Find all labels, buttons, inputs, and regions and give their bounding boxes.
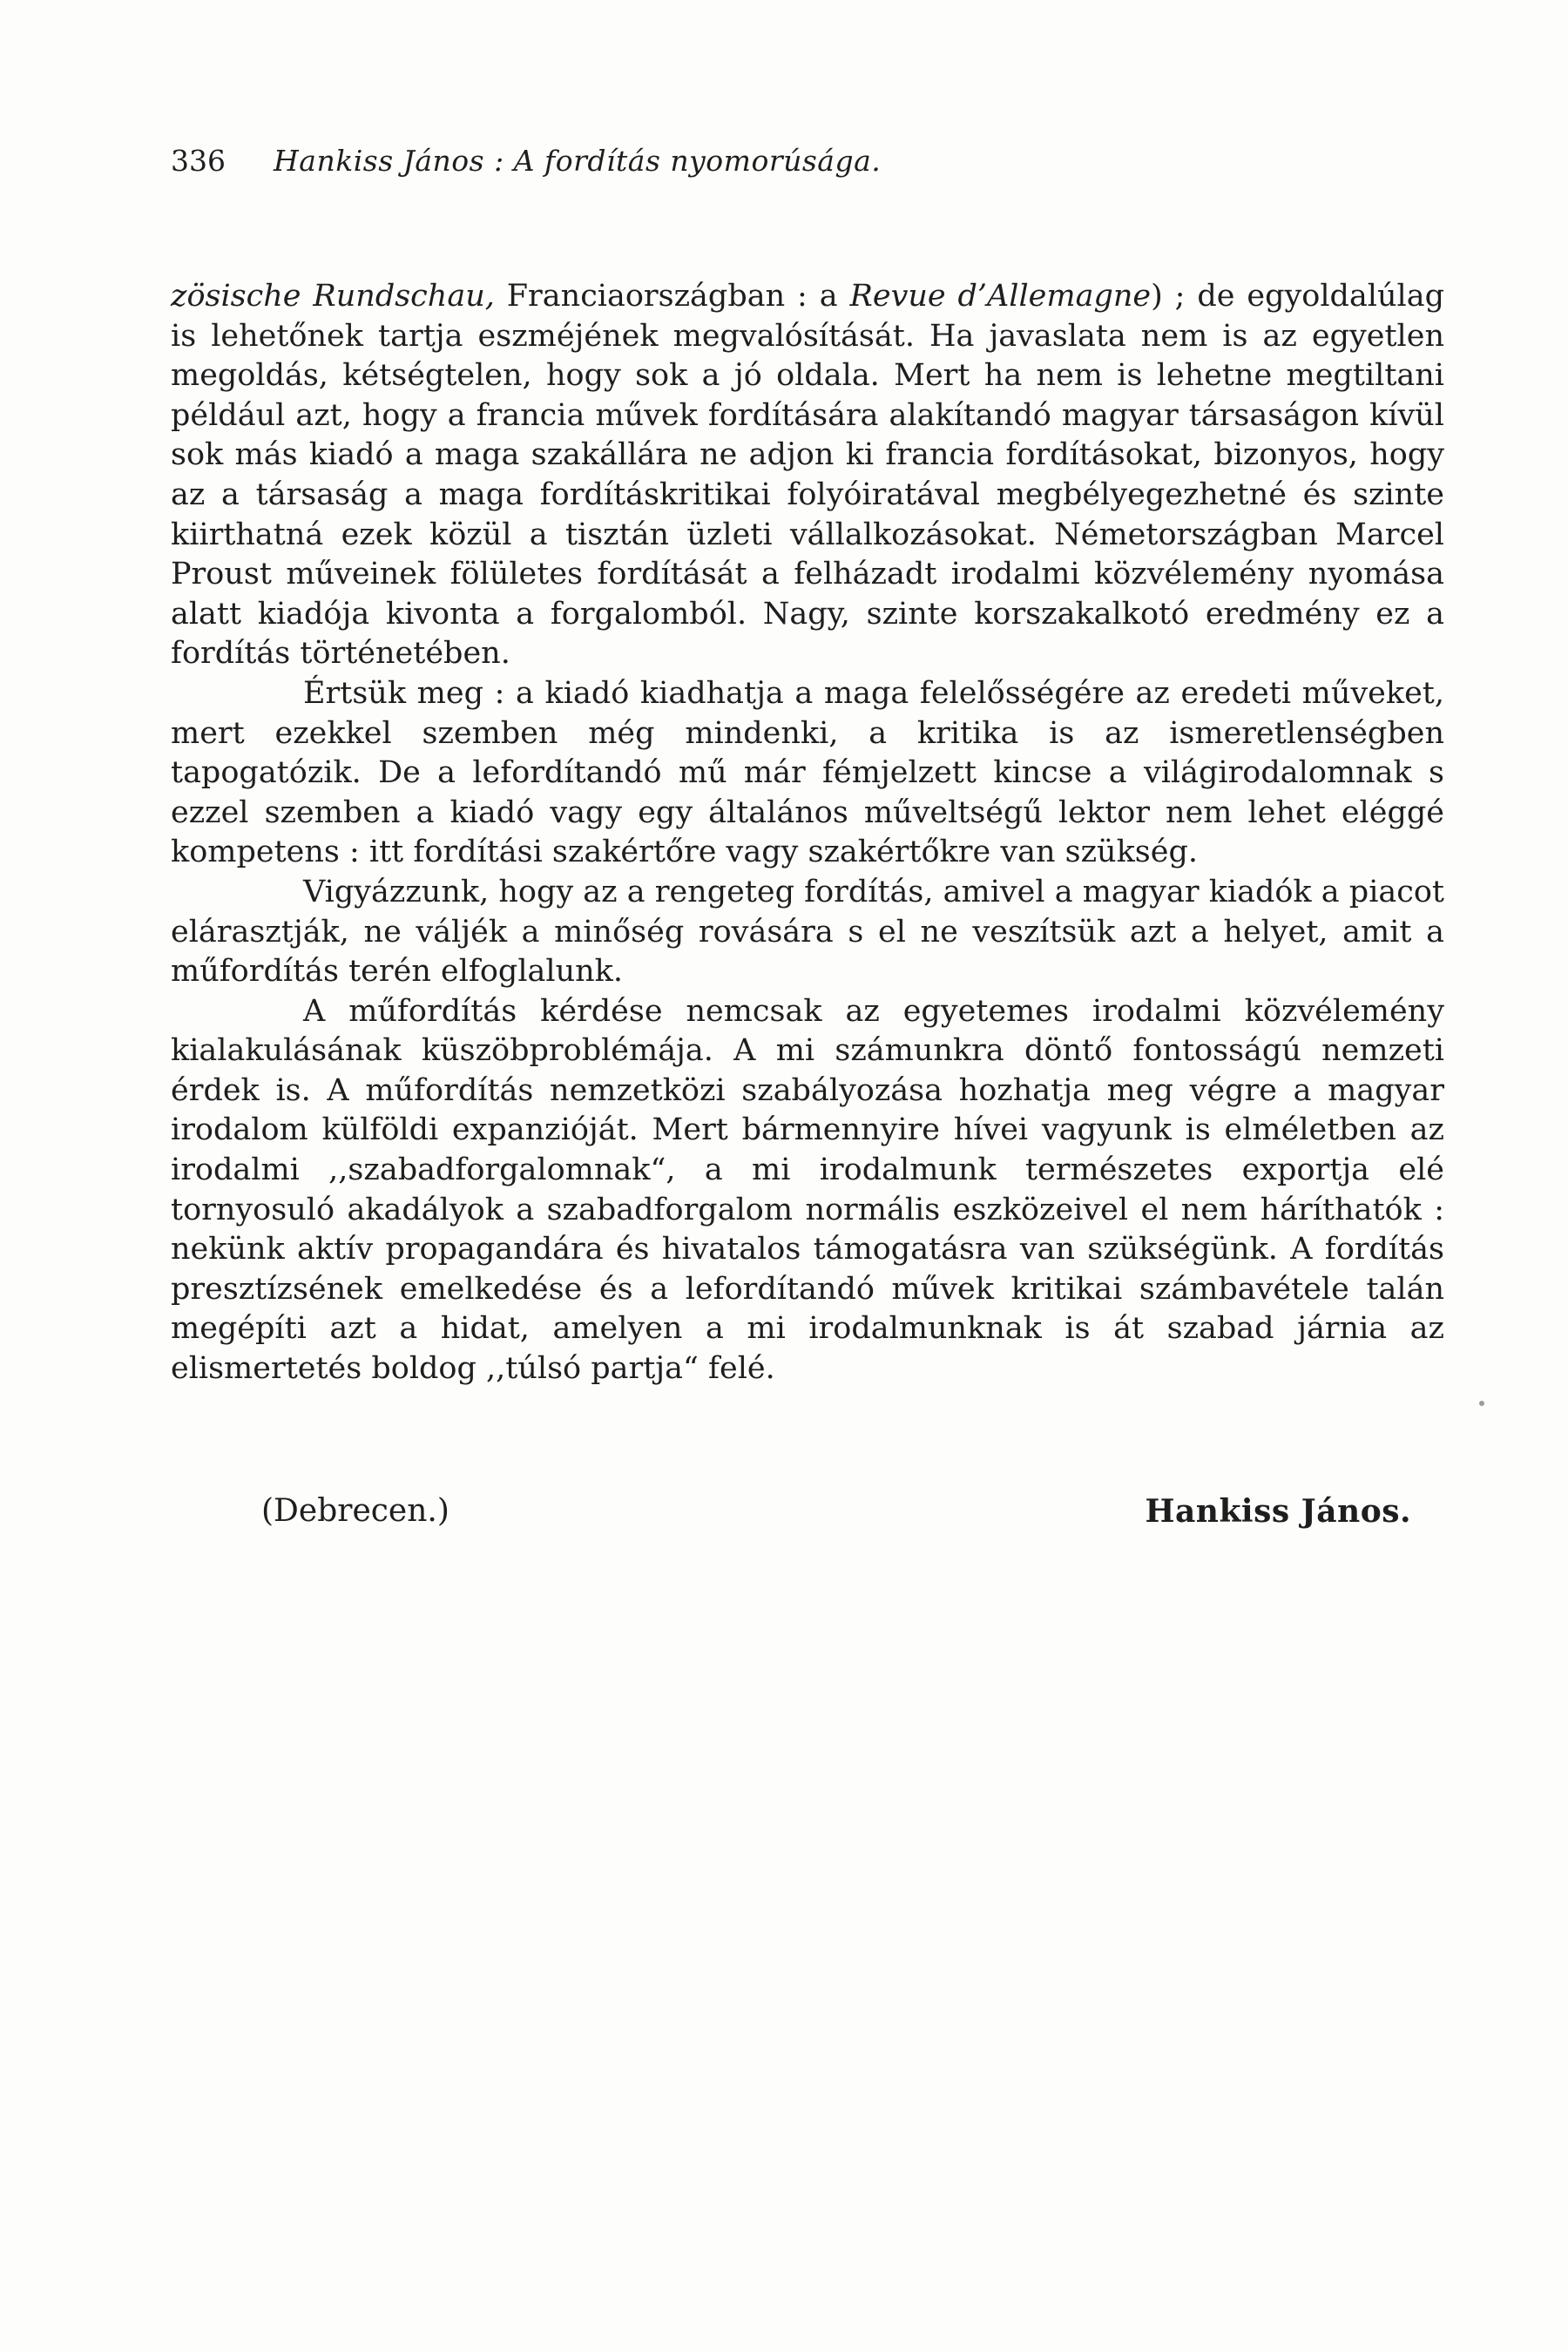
paragraph-text: ) ; de egyoldalúlag is lehetőnek tartja eszméjének megvalósítását. Ha javaslata nem is az egyetlen megoldás, kétségtelen, hogy sok a jó oldala. Mert ha nem is lehetne megtiltani például azt, hogy a francia művek fordítására alakítandó magyar társaságon kívül sok más kiadó a maga szakállára ne adjon ki francia fordításokat, bizonyos, hogy az a társaság a maga fordításkritikai folyóiratával megbélyegezhetné és szinte kiirthatná ezek közül a tisztán üzleti vállalkozásokat. Németországban Marcel Proust műveinek fölületes fordítását a felházadt irodalmi közvélemény nyomása alatt kiadója kivonta a forgalomból. Nagy, szinte korszakalkotó eredmény ez a fordítás történetében. bbox=[171, 279, 1445, 672]
journal-title-italic: Revue d’Allemagne bbox=[849, 279, 1152, 314]
article-body bbox=[171, 277, 1444, 1389]
journal-title-italic: zösische Rundschau, bbox=[171, 279, 495, 314]
paper-speck bbox=[1479, 1401, 1484, 1406]
page-number: 336 bbox=[171, 144, 226, 178]
running-head bbox=[171, 141, 1390, 181]
paragraph-text: Franciaországban : a bbox=[494, 279, 850, 314]
signature-place: (Debrecen.) bbox=[261, 1493, 449, 1529]
paragraph-continuation bbox=[171, 277, 1444, 674]
running-title: Hankiss János : A fordítás nyomorúsága. bbox=[274, 144, 882, 178]
signature-author: Hankiss János. bbox=[1145, 1493, 1411, 1530]
paragraph: A műfordítás kérdése nemcsak az egyetemes irodalmi közvélemény kialakulásának küszöbproblémája. A mi számunkra döntő fontosságú nemzeti érdek is. A műfordítás nemzetközi szabályozása hozhatja meg végre a magyar irodalom külföldi expanzióját. Mert bármennyire hívei vagyunk is elméletben az irodalmi ,,szabadforgalomnak“, a mi irodalmunk természetes exportja elé tornyosuló akadályok a szabadforgalom normális eszközeivel el nem háríthatók : nekünk aktív propagandára és hivatalos támogatásra van szükségünk. A fordítás presztízsének emelkedése és a lefordítandó művek kritikai számbavétele talán megépíti azt a hidat, amelyen a mi irodalmunknak is át szabad járnia az elismertetés boldog ,,túlsó partja“ felé. bbox=[171, 993, 1444, 1387]
paragraph: Vigyázzunk, hogy az a rengeteg fordítás, amivel a magyar kiadók a piacot elárasztják, ne váljék a minőség rovására s el ne veszítsük azt a helyet, amit a műfordítás terén elfoglalunk. bbox=[171, 874, 1444, 990]
paragraph: Értsük meg : a kiadó kiadhatja a maga felelősségére az eredeti műveket, mert ezekkel szemben még mindenki, a kritika is az ismeretlenségben tapogatózik. De a lefordítandó mű már fémjelzett kincse a világirodalomnak s ezzel szemben a kiadó vagy egy általános műveltségű lektor nem lehet eléggé kompetens : itt fordítási szakértőre vagy szakértőkre van szükség. bbox=[171, 675, 1444, 870]
signature-line bbox=[261, 1490, 1411, 1533]
